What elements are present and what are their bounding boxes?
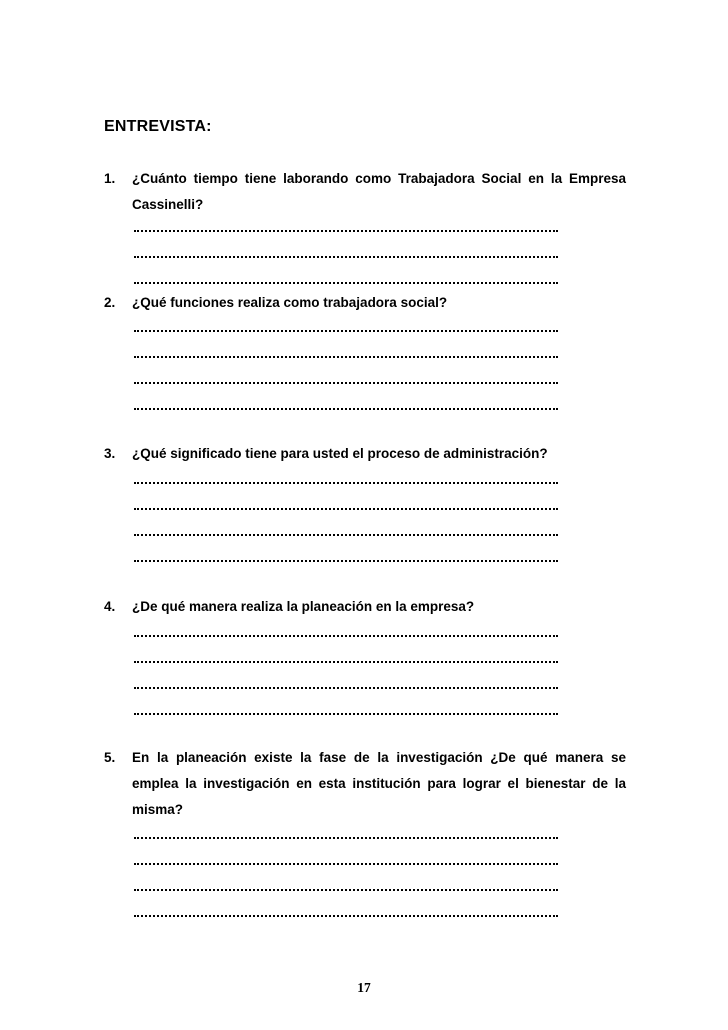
answer-line: [134, 492, 558, 518]
answer-line: [134, 821, 558, 847]
question-4: [104, 594, 626, 620]
question-3: [104, 441, 626, 467]
answer-line: [134, 847, 558, 873]
question-text: ¿De qué manera realiza la planeación en la empresa?: [132, 599, 475, 614]
answer-line: [134, 314, 558, 340]
question-5: [104, 745, 626, 823]
question-1: [104, 166, 626, 218]
answer-line: [134, 899, 558, 925]
answer-line: [134, 697, 558, 723]
answer-line: [134, 671, 558, 697]
question-number: 3.: [104, 446, 116, 461]
question-number: 5.: [104, 750, 116, 765]
question-number: 2.: [104, 295, 116, 310]
answer-line: [134, 340, 558, 366]
answer-line: [134, 266, 558, 292]
document-title: ENTREVISTA:: [104, 118, 212, 135]
answer-lines-2: [134, 314, 558, 418]
page-number: 17: [357, 980, 371, 995]
answer-lines-5: [134, 821, 558, 925]
question-text: ¿Qué significado tiene para usted el proceso de administración?: [132, 446, 548, 461]
answer-line: [134, 466, 558, 492]
question-text: En la planeación existe la fase de la investigación ¿De qué manera se emplea la investigación en esta institución para lograr el bienestar de la misma?: [132, 750, 626, 817]
answer-line: [134, 240, 558, 266]
question-text: ¿Cuánto tiempo tiene laborando como Trabajadora Social en la Empresa Cassinelli?: [132, 171, 626, 212]
answer-line: [134, 645, 558, 671]
answer-lines-4: [134, 619, 558, 723]
answer-line: [134, 214, 558, 240]
answer-line: [134, 873, 558, 899]
question-2: [104, 290, 626, 316]
question-number: 1.: [104, 171, 116, 186]
answer-lines-3: [134, 466, 558, 570]
answer-line: [134, 366, 558, 392]
question-text: ¿Qué funciones realiza como trabajadora social?: [132, 295, 448, 310]
answer-line: [134, 619, 558, 645]
answer-line: [134, 518, 558, 544]
answer-line: [134, 544, 558, 570]
answer-line: [134, 392, 558, 418]
question-number: 4.: [104, 599, 116, 614]
answer-lines-1: [134, 214, 558, 292]
